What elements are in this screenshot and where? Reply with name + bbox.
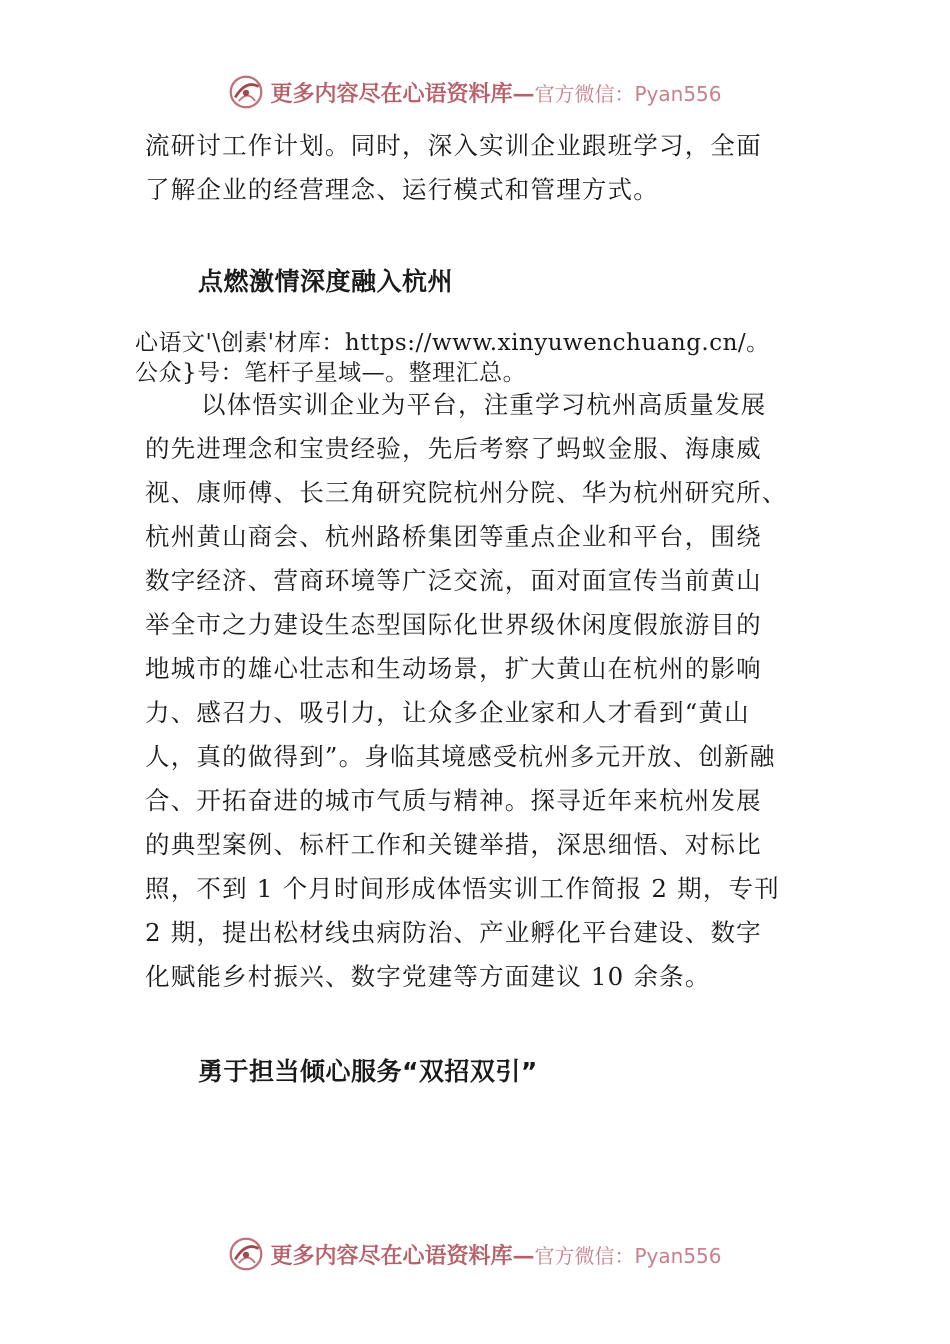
source-note-line: 心语文'\创素'材库：https://www.xinyuwenchuang.cn/。	[135, 330, 770, 356]
body-line: 2 期，提出松材线虫病防治、产业孵化平台建设、数字	[145, 918, 762, 947]
banner-sub-text: 官方微信：Pyan556	[534, 81, 722, 106]
body-line: 杭州黄山商会、杭州路桥集团等重点企业和平台，围绕	[145, 522, 762, 551]
body-line: 举全市之力建设生态型国际化世界级休闲度假旅游目的	[145, 610, 762, 639]
footer-banner	[0, 1232, 950, 1276]
body-paragraph	[145, 383, 810, 999]
intro-line: 流研讨工作计划。同时，深入实训企业跟班学习，全面	[145, 131, 762, 160]
intro-line: 了解企业的经营理念、运行模式和管理方式。	[145, 175, 659, 204]
body-line: 视、康师傅、长三角研究院杭州分院、华为杭州研究所、	[145, 478, 788, 507]
banner-main-text: 更多内容尽在心语资料库—	[270, 1242, 535, 1269]
banner-sub-text: 官方微信：Pyan556	[534, 1243, 722, 1268]
body-line: 化赋能乡村振兴、数字党建等方面建议 10 余条。	[145, 962, 711, 991]
swirl-logo-icon	[228, 74, 264, 110]
section-heading-2: 勇于担当倾心服务“双招双引”	[198, 1057, 538, 1086]
banner-main-text: 更多内容尽在心语资料库—	[270, 80, 535, 107]
body-line: 照，不到 1 个月时间形成体悟实训工作简报 2 期，专刊	[145, 874, 780, 903]
swirl-logo-icon	[228, 1236, 264, 1272]
body-line: 地城市的雄心壮志和生动场景，扩大黄山在杭州的影响	[145, 654, 762, 683]
body-line: 数字经济、营商环境等广泛交流，面对面宣传当前黄山	[145, 566, 762, 595]
body-line: 合、开拓奋进的城市气质与精神。探寻近年来杭州发展	[145, 786, 762, 815]
body-line: 的先进理念和宝贵经验，先后考察了蚂蚁金服、海康威	[145, 434, 762, 463]
body-line: 以体悟实训企业为平台，注重学习杭州高质量发展	[201, 390, 767, 419]
body-line: 人，真的做得到”。身临其境感受杭州多元开放、创新融	[145, 742, 776, 771]
header-banner	[0, 70, 950, 114]
section-heading-1: 点燃激情深度融入杭州	[198, 267, 454, 296]
body-line: 的典型案例、标杆工作和关键举措，深思细悟、对标比	[145, 830, 762, 859]
intro-paragraph	[145, 124, 810, 212]
source-note-line: 公众}号：笔杆子星域—。整理汇总。	[135, 360, 527, 386]
source-note	[135, 328, 825, 388]
body-line: 力、感召力、吸引力，让众多企业家和人才看到“黄山	[145, 698, 750, 727]
